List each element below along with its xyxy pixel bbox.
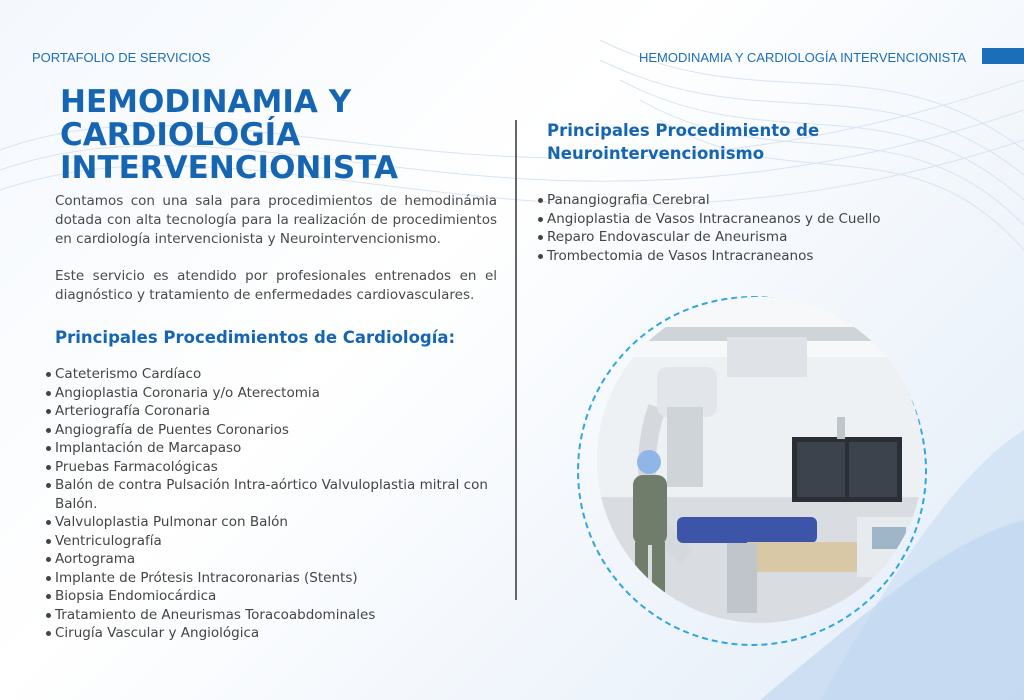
neuro-procedure-list: [537, 191, 917, 265]
neuro-title-line-1: Principales Procedimiento de: [547, 121, 820, 140]
list-item: Angioplastia Coronaria y/o Aterectomia: [45, 384, 500, 403]
list-item: Valvuloplastia Pulmonar con Balón: [45, 513, 500, 532]
column-divider: [515, 120, 517, 600]
list-item: Ventriculografía: [45, 532, 500, 551]
header-accent-bar: [982, 48, 1024, 64]
list-item: Aortograma: [45, 550, 500, 569]
cardiology-section-title: Principales Procedimientos de Cardiología:: [55, 328, 456, 347]
page-title: [60, 86, 480, 185]
list-item: Biopsia Endomiocárdica: [45, 587, 500, 606]
list-item: Implantación de Marcapaso: [45, 439, 500, 458]
intro-paragraph-1: Contamos con una sala para procedimientos de hemodinámia dotada con alta tecnología para la realización de procedimientos en cardiología intervencionista y Neurointervencionismo.: [55, 193, 497, 247]
cardiology-procedure-list: [45, 365, 500, 643]
list-item: Tratamiento de Aneurismas Toracoabdominales: [45, 606, 500, 625]
portfolio-label: PORTAFOLIO DE SERVICIOS: [32, 50, 211, 65]
intro-text: [55, 192, 497, 323]
section-header-label: HEMODINAMIA Y CARDIOLOGÍA INTERVENCIONISTA: [639, 50, 966, 65]
list-item: Cateterismo Cardíaco: [45, 365, 500, 384]
list-item: Cirugía Vascular y Angiológica: [45, 624, 500, 643]
list-item: Trombectomia de Vasos Intracraneanos: [537, 247, 917, 266]
list-item: Arteriografía Coronaria: [45, 402, 500, 421]
list-item: Balón de contra Pulsación Intra-aórtico Valvuloplastia mitral con Balón.: [45, 476, 500, 513]
list-item: Panangiografia Cerebral: [537, 191, 917, 210]
cath-lab-photo: [597, 297, 923, 623]
neuro-section-title: [547, 119, 887, 165]
list-item: Angioplastia de Vasos Intracraneanos y de Cuello: [537, 210, 917, 229]
list-item: Implante de Prótesis Intracoronarias (Stents): [45, 569, 500, 588]
page-title-line-1: HEMODINAMIA Y: [60, 84, 352, 120]
intro-paragraph-2: Este servicio es atendido por profesionales entrenados en el diagnóstico y tratamiento de enfermedades cardiovasculares.: [55, 268, 497, 303]
cath-lab-illustration: [597, 297, 923, 623]
list-item: Pruebas Farmacológicas: [45, 458, 500, 477]
neuro-title-line-2: Neurointervencionismo: [547, 144, 765, 163]
page-title-line-3: INTERVENCIONISTA: [60, 150, 398, 186]
list-item: Angiografía de Puentes Coronarios: [45, 421, 500, 440]
page-title-line-2: CARDIOLOGÍA: [60, 117, 301, 153]
list-item: Reparo Endovascular de Aneurisma: [537, 228, 917, 247]
